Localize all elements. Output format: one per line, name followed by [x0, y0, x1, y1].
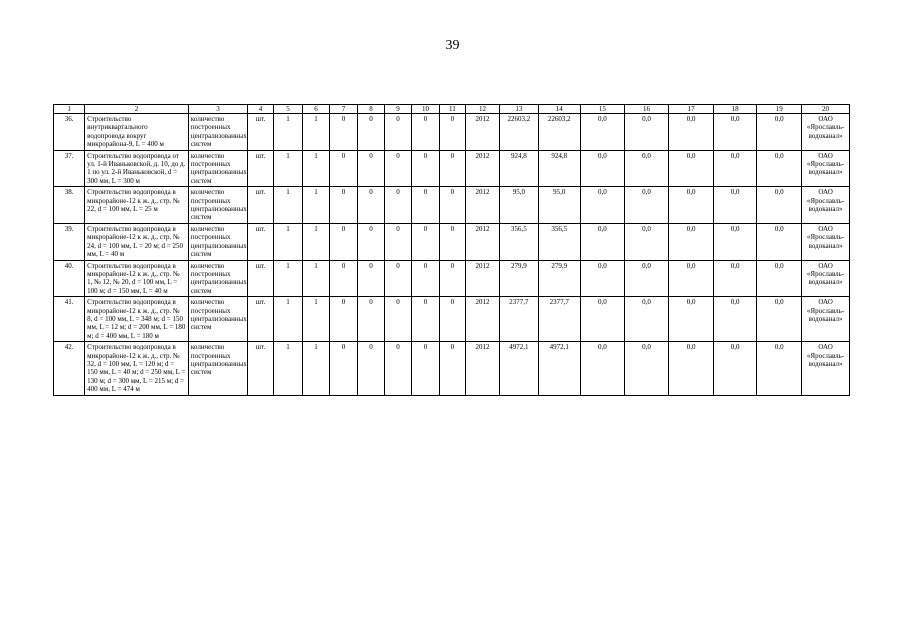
organization: ОАО «Ярославль-водоканал» [802, 297, 850, 342]
organization: ОАО «Ярославль-водоканал» [802, 114, 850, 151]
value-cell: 0 [329, 297, 357, 342]
value-cell: 1 [273, 114, 302, 151]
amount-cell: 0,0 [669, 342, 714, 395]
col-header: 16 [624, 105, 669, 114]
unit: шт. [248, 297, 274, 342]
amount-cell: 0,0 [757, 187, 802, 224]
col-header: 8 [358, 105, 385, 114]
value-cell: 0 [358, 297, 385, 342]
col-header: 19 [757, 105, 802, 114]
organization: ОАО «Ярославль-водоканал» [802, 260, 850, 297]
value-cell: 0 [329, 223, 357, 260]
value-cell: 0 [384, 187, 411, 224]
indicator: количество построенных централизованных систем [188, 114, 247, 151]
amount-cell: 0,0 [669, 260, 714, 297]
amount-cell: 0,0 [669, 223, 714, 260]
amount-cell: 356,5 [500, 223, 538, 260]
row-number: 41. [54, 297, 85, 342]
amount-cell: 2377,7 [500, 297, 538, 342]
value-cell: 0 [384, 150, 411, 187]
program-table [53, 104, 850, 396]
year: 2012 [465, 223, 499, 260]
value-cell: 0 [358, 342, 385, 395]
col-header: 12 [465, 105, 499, 114]
amount-cell: 0,0 [624, 223, 669, 260]
indicator: количество построенных централизованных систем [188, 223, 247, 260]
col-header: 3 [188, 105, 247, 114]
value-cell: 1 [273, 342, 302, 395]
amount-cell: 279,9 [538, 260, 581, 297]
amount-cell: 0,0 [713, 150, 757, 187]
year: 2012 [465, 150, 499, 187]
col-header: 11 [439, 105, 465, 114]
amount-cell: 0,0 [581, 342, 625, 395]
row-number: 37. [54, 150, 85, 187]
value-cell: 0 [358, 223, 385, 260]
year: 2012 [465, 114, 499, 151]
amount-cell: 0,0 [624, 187, 669, 224]
col-header: 20 [802, 105, 850, 114]
unit: шт. [248, 187, 274, 224]
unit: шт. [248, 342, 274, 395]
indicator: количество построенных централизованных систем [188, 260, 247, 297]
value-cell: 1 [303, 150, 330, 187]
year: 2012 [465, 187, 499, 224]
amount-cell: 0,0 [624, 297, 669, 342]
col-header: 1 [54, 105, 85, 114]
value-cell: 0 [411, 297, 439, 342]
amount-cell: 22603,2 [500, 114, 538, 151]
amount-cell: 0,0 [757, 150, 802, 187]
amount-cell: 279,9 [500, 260, 538, 297]
project-name: Строительство водопровода в микрорайоне-12 к ж. д., стр. № 1, № 12, № 20, d = 100 мм, L = 100 м; d = 150 мм, L = 40 м [85, 260, 189, 297]
amount-cell: 4972,1 [500, 342, 538, 395]
amount-cell: 0,0 [669, 297, 714, 342]
value-cell: 1 [303, 297, 330, 342]
amount-cell: 0,0 [757, 223, 802, 260]
page-number: 39 [445, 38, 460, 53]
col-header: 10 [411, 105, 439, 114]
amount-cell: 0,0 [581, 260, 625, 297]
value-cell: 0 [358, 150, 385, 187]
organization: ОАО «Ярославль-водоканал» [802, 223, 850, 260]
col-header: 6 [303, 105, 330, 114]
table-row [54, 297, 850, 342]
amount-cell: 924,8 [500, 150, 538, 187]
table-row [54, 223, 850, 260]
value-cell: 1 [273, 297, 302, 342]
value-cell: 1 [273, 150, 302, 187]
value-cell: 0 [411, 260, 439, 297]
amount-cell: 356,5 [538, 223, 581, 260]
col-header: 2 [85, 105, 189, 114]
value-cell: 1 [273, 223, 302, 260]
value-cell: 0 [329, 114, 357, 151]
amount-cell: 0,0 [713, 187, 757, 224]
organization: ОАО «Ярославль-водоканал» [802, 150, 850, 187]
value-cell: 1 [303, 260, 330, 297]
amount-cell: 0,0 [581, 150, 625, 187]
value-cell: 1 [273, 260, 302, 297]
value-cell: 0 [329, 150, 357, 187]
unit: шт. [248, 114, 274, 151]
table-row [54, 150, 850, 187]
indicator: количество построенных централизованных систем [188, 297, 247, 342]
amount-cell: 0,0 [624, 150, 669, 187]
col-header: 14 [538, 105, 581, 114]
value-cell: 0 [384, 260, 411, 297]
amount-cell: 0,0 [624, 114, 669, 151]
amount-cell: 0,0 [581, 297, 625, 342]
value-cell: 0 [439, 187, 465, 224]
value-cell: 1 [303, 187, 330, 224]
col-header: 18 [713, 105, 757, 114]
year: 2012 [465, 260, 499, 297]
year: 2012 [465, 342, 499, 395]
value-cell: 0 [384, 223, 411, 260]
value-cell: 1 [303, 342, 330, 395]
project-name: Строительство водопровода в микрорайоне-12 к ж. д., стр. № 32, d = 100 мм, L = 120 м; d = 150 мм, L = 40 м; d = 250 мм, L = 130 м; d = 300 мм, L = 215 м; d = 400 мм, L = 474 м [85, 342, 189, 395]
amount-cell: 0,0 [757, 342, 802, 395]
value-cell: 1 [303, 114, 330, 151]
amount-cell: 0,0 [757, 297, 802, 342]
project-name: Строительство водопровода в микрорайоне-12 к ж. д., стр. № 22, d = 100 мм, L = 25 м [85, 187, 189, 224]
value-cell: 0 [384, 297, 411, 342]
amount-cell: 0,0 [669, 187, 714, 224]
col-header: 13 [500, 105, 538, 114]
value-cell: 0 [358, 114, 385, 151]
amount-cell: 0,0 [624, 342, 669, 395]
table-row [54, 187, 850, 224]
project-name: Строительство водопровода в микрорайоне-12 к ж. д., стр. № 24, d = 100 мм, L = 20 м; d = 250 мм, L = 40 м [85, 223, 189, 260]
amount-cell: 0,0 [624, 260, 669, 297]
col-header: 7 [329, 105, 357, 114]
row-number: 40. [54, 260, 85, 297]
project-name: Строительство водопровода от ул. 1-й Иваньковской, д. 10, до д. 1 по ул. 2-й Иваньковской, d = 300 мм, L = 300 м [85, 150, 189, 187]
amount-cell: 0,0 [669, 150, 714, 187]
value-cell: 0 [439, 114, 465, 151]
col-header: 15 [581, 105, 625, 114]
row-number: 38. [54, 187, 85, 224]
amount-cell: 0,0 [713, 223, 757, 260]
amount-cell: 95,0 [538, 187, 581, 224]
col-header: 5 [273, 105, 302, 114]
value-cell: 0 [329, 342, 357, 395]
amount-cell: 22603,2 [538, 114, 581, 151]
amount-cell: 0,0 [713, 297, 757, 342]
value-cell: 0 [439, 260, 465, 297]
value-cell: 0 [384, 114, 411, 151]
value-cell: 0 [439, 342, 465, 395]
indicator: количество построенных централизованных систем [188, 187, 247, 224]
unit: шт. [248, 150, 274, 187]
amount-cell: 2377,7 [538, 297, 581, 342]
table-row [54, 260, 850, 297]
value-cell: 0 [358, 187, 385, 224]
indicator: количество построенных централизованных систем [188, 150, 247, 187]
amount-cell: 95,0 [500, 187, 538, 224]
value-cell: 0 [439, 150, 465, 187]
amount-cell: 0,0 [757, 260, 802, 297]
value-cell: 0 [411, 342, 439, 395]
table-row [54, 114, 850, 151]
amount-cell: 0,0 [713, 260, 757, 297]
value-cell: 0 [411, 223, 439, 260]
amount-cell: 924,8 [538, 150, 581, 187]
col-header: 17 [669, 105, 714, 114]
amount-cell: 0,0 [669, 114, 714, 151]
project-name: Строительство водопровода в микрорайоне-12 к ж. д., стр. № 8, d = 100 мм, L = 348 м; d = 150 мм, L = 12 м; d = 200 мм, L = 180 м; d = 400 мм, L = 180 м [85, 297, 189, 342]
unit: шт. [248, 223, 274, 260]
value-cell: 0 [384, 342, 411, 395]
unit: шт. [248, 260, 274, 297]
value-cell: 0 [439, 223, 465, 260]
amount-cell: 0,0 [713, 342, 757, 395]
indicator: количество построенных централизованных систем [188, 342, 247, 395]
value-cell: 0 [358, 260, 385, 297]
col-header: 9 [384, 105, 411, 114]
amount-cell: 4972,1 [538, 342, 581, 395]
organization: ОАО «Ярославль-водоканал» [802, 342, 850, 395]
organization: ОАО «Ярославль-водоканал» [802, 187, 850, 224]
table-row [54, 342, 850, 395]
value-cell: 1 [273, 187, 302, 224]
value-cell: 0 [329, 187, 357, 224]
amount-cell: 0,0 [713, 114, 757, 151]
value-cell: 0 [439, 297, 465, 342]
row-number: 39. [54, 223, 85, 260]
value-cell: 0 [329, 260, 357, 297]
column-number-row [54, 105, 850, 114]
amount-cell: 0,0 [757, 114, 802, 151]
amount-cell: 0,0 [581, 187, 625, 224]
amount-cell: 0,0 [581, 114, 625, 151]
year: 2012 [465, 297, 499, 342]
value-cell: 1 [303, 223, 330, 260]
value-cell: 0 [411, 187, 439, 224]
col-header: 4 [248, 105, 274, 114]
value-cell: 0 [411, 150, 439, 187]
amount-cell: 0,0 [581, 223, 625, 260]
row-number: 36. [54, 114, 85, 151]
project-name: Строительство внутриквартального водопровода вокруг микрорайона-9, L = 400 м [85, 114, 189, 151]
value-cell: 0 [411, 114, 439, 151]
row-number: 42. [54, 342, 85, 395]
